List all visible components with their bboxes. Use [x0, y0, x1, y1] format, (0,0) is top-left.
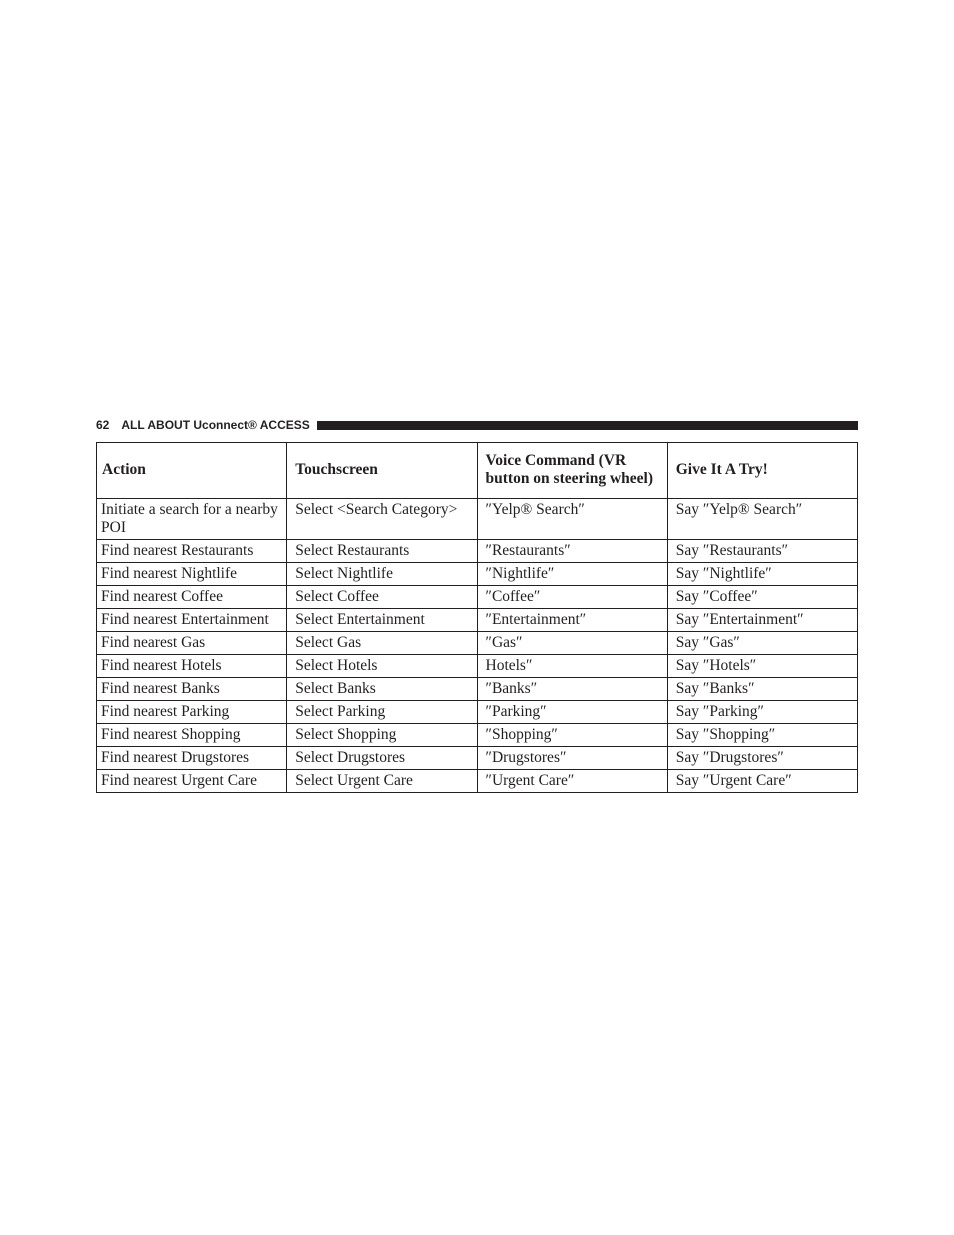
- action-cell: Find nearest Hotels: [97, 655, 287, 678]
- give-it-a-try-cell: Say ″Shopping″: [667, 724, 857, 747]
- voice-command-cell: ″Coffee″: [477, 586, 667, 609]
- touchscreen-cell: Select Parking: [287, 701, 477, 724]
- table-row: [97, 655, 858, 678]
- section-title: ALL ABOUT Uconnect® ACCESS: [121, 418, 310, 432]
- action-cell: Find nearest Gas: [97, 632, 287, 655]
- action-cell: Find nearest Drugstores: [97, 747, 287, 770]
- touchscreen-cell: Select Hotels: [287, 655, 477, 678]
- action-cell: Find nearest Banks: [97, 678, 287, 701]
- give-it-a-try-cell: Say ″Nightlife″: [667, 563, 857, 586]
- touchscreen-cell: Select Restaurants: [287, 540, 477, 563]
- give-it-a-try-cell: Say ″Hotels″: [667, 655, 857, 678]
- header-rule: [317, 421, 858, 430]
- action-cell: Find nearest Entertainment: [97, 609, 287, 632]
- voice-command-cell: ″Yelp® Search″: [477, 499, 667, 540]
- touchscreen-cell: Select Gas: [287, 632, 477, 655]
- action-cell: Find nearest Coffee: [97, 586, 287, 609]
- voice-command-cell: ″Urgent Care″: [477, 770, 667, 793]
- action-cell: Find nearest Restaurants: [97, 540, 287, 563]
- touchscreen-cell: Select Entertainment: [287, 609, 477, 632]
- give-it-a-try-cell: Say ″Restaurants″: [667, 540, 857, 563]
- table-row: [97, 701, 858, 724]
- table-row: [97, 632, 858, 655]
- column-header-touchscreen: Touchscreen: [287, 443, 477, 499]
- column-header-voice-command: Voice Command (VR button on steering wheel): [477, 443, 667, 499]
- action-cell: Find nearest Shopping: [97, 724, 287, 747]
- voice-command-cell: ″Drugstores″: [477, 747, 667, 770]
- voice-command-cell: ″Restaurants″: [477, 540, 667, 563]
- page-header: [96, 416, 858, 434]
- touchscreen-cell: Select Banks: [287, 678, 477, 701]
- touchscreen-cell: Select Coffee: [287, 586, 477, 609]
- give-it-a-try-cell: Say ″Gas″: [667, 632, 857, 655]
- voice-command-cell: ″Parking″: [477, 701, 667, 724]
- table-row: [97, 678, 858, 701]
- action-cell: Find nearest Parking: [97, 701, 287, 724]
- voice-command-cell: Hotels″: [477, 655, 667, 678]
- table-row: [97, 563, 858, 586]
- give-it-a-try-cell: Say ″Coffee″: [667, 586, 857, 609]
- column-header-action: Action: [97, 443, 287, 499]
- touchscreen-cell: Select Nightlife: [287, 563, 477, 586]
- table-body: [97, 499, 858, 793]
- table-row: [97, 609, 858, 632]
- voice-command-cell: ″Banks″: [477, 678, 667, 701]
- voice-command-table: [96, 442, 858, 793]
- touchscreen-cell: Select Shopping: [287, 724, 477, 747]
- table-header-row: [97, 443, 858, 499]
- voice-command-cell: ″Entertainment″: [477, 609, 667, 632]
- give-it-a-try-cell: Say ″Drugstores″: [667, 747, 857, 770]
- voice-command-cell: ″Nightlife″: [477, 563, 667, 586]
- table-row: [97, 770, 858, 793]
- give-it-a-try-cell: Say ″Yelp® Search″: [667, 499, 857, 540]
- give-it-a-try-cell: Say ″Parking″: [667, 701, 857, 724]
- table-row: [97, 586, 858, 609]
- give-it-a-try-cell: Say ″Urgent Care″: [667, 770, 857, 793]
- action-cell: Find nearest Nightlife: [97, 563, 287, 586]
- give-it-a-try-cell: Say ″Banks″: [667, 678, 857, 701]
- table-row: [97, 747, 858, 770]
- table-row: [97, 499, 858, 540]
- give-it-a-try-cell: Say ″Entertainment″: [667, 609, 857, 632]
- voice-command-cell: ″Gas″: [477, 632, 667, 655]
- table-row: [97, 724, 858, 747]
- voice-command-cell: ″Shopping″: [477, 724, 667, 747]
- action-cell: Find nearest Urgent Care: [97, 770, 287, 793]
- touchscreen-cell: Select Urgent Care: [287, 770, 477, 793]
- action-cell: Initiate a search for a nearby POI: [97, 499, 287, 540]
- column-header-give-it-a-try: Give It A Try!: [667, 443, 857, 499]
- page-number: 62: [96, 418, 110, 432]
- touchscreen-cell: Select Drugstores: [287, 747, 477, 770]
- touchscreen-cell: Select <Search Category>: [287, 499, 477, 540]
- table-row: [97, 540, 858, 563]
